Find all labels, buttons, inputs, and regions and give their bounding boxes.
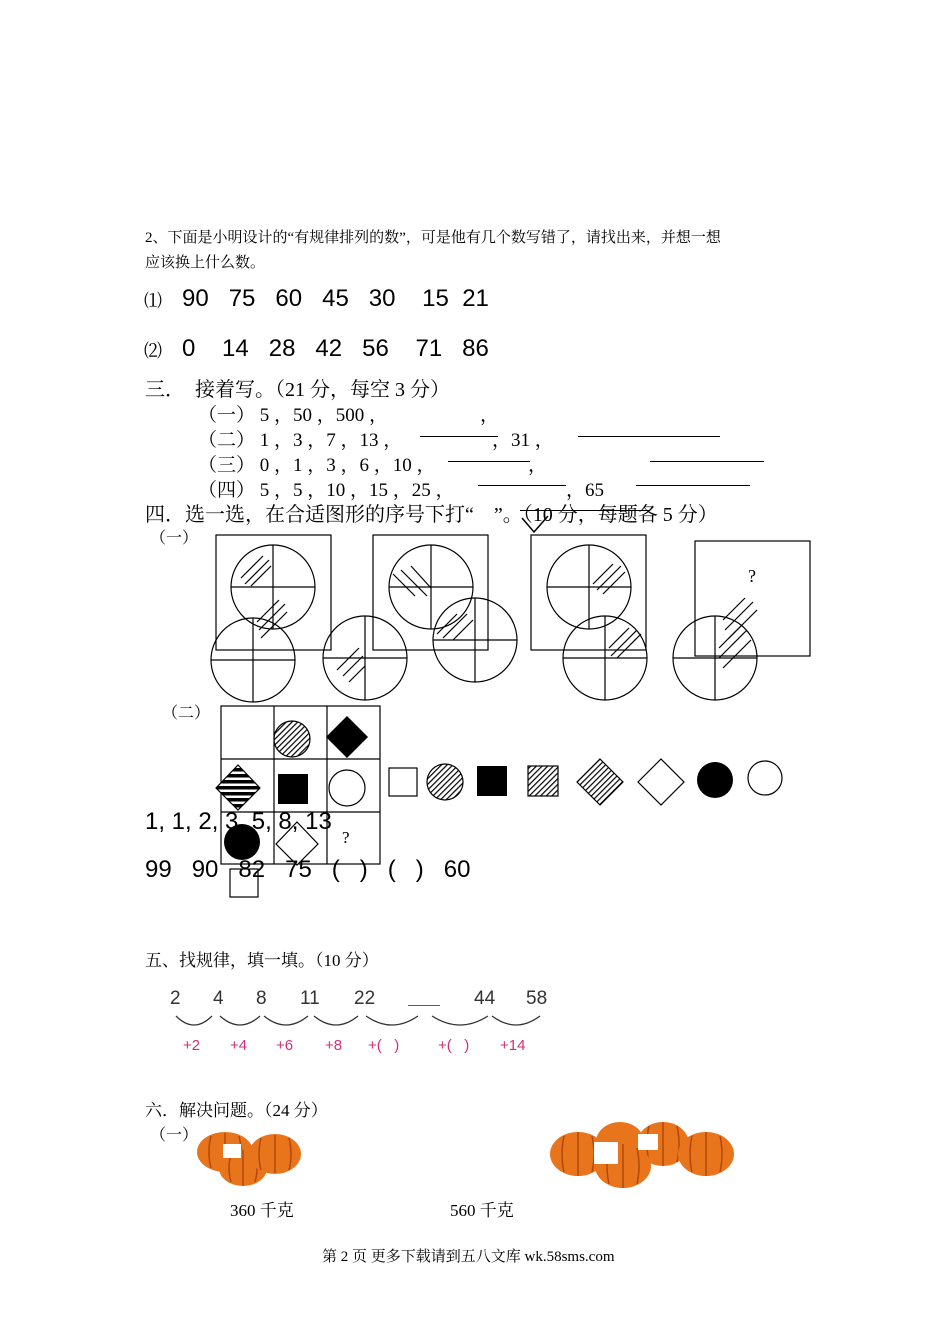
- question-mark-part2: ?: [342, 828, 350, 847]
- seq-number: 58: [526, 988, 548, 1009]
- section3-row2-mid: ，31 ，: [492, 430, 554, 451]
- section3-row4-mid: ，65: [566, 480, 605, 501]
- question-mark-part1: ?: [748, 566, 756, 586]
- seq-number: 4: [213, 988, 224, 1009]
- weight1-label: 360 千克: [230, 1201, 294, 1220]
- increment-label: +( ): [438, 1037, 470, 1054]
- pumpkin-group-large: [548, 1112, 738, 1192]
- section4-part1-label: （一）: [150, 530, 199, 547]
- fibonacci-overlay: 1, 1, 2, 3, 5, 8, 13: [145, 808, 332, 835]
- section2-intro-line2: 应该换上什么数。: [145, 255, 266, 271]
- increment-label: +8: [325, 1037, 343, 1054]
- blank-line: [650, 461, 764, 462]
- section3-row1: （一） 5 ，50 ，500 ，: [198, 405, 389, 426]
- blank-line: [578, 436, 720, 437]
- strike-line: [520, 510, 650, 511]
- increment-label: +4: [230, 1037, 248, 1054]
- weight2-label: 560 千克: [450, 1201, 514, 1220]
- section3-row3: （三） 0 ，1 ，3 ，6 ，10 ，: [198, 455, 436, 476]
- section4-part2-label: （二）: [162, 705, 211, 722]
- blank-line: [448, 461, 530, 462]
- section6-part1-label: （一）: [150, 1127, 199, 1144]
- answer-blank-line: [408, 1005, 440, 1006]
- seq-number: 44: [474, 988, 496, 1009]
- section3-row3-mid: ，: [528, 455, 548, 476]
- increment-arcs: [170, 1012, 570, 1036]
- section3-row4: （四） 5 ，5 ，10 ，15 ，25 ，: [198, 480, 455, 501]
- blank-line: [478, 485, 566, 486]
- seq1-marker: ⑴: [144, 291, 162, 311]
- seq2-numbers: 0 14 28 42 56 71 86: [182, 335, 489, 362]
- increment-label: +2: [183, 1037, 201, 1054]
- page-footer: 第 2 页 更多下载请到五八文库 wk.58sms.com: [322, 1249, 615, 1265]
- seq1-numbers: 90 75 60 45 30 15 21: [182, 285, 489, 312]
- increment-label: +6: [276, 1037, 294, 1054]
- pumpkin-group-small: [195, 1128, 305, 1190]
- section3-row2: （二） 1 ，3 ，7 ，13 ，: [198, 430, 403, 451]
- seq2-marker: ⑵: [144, 341, 162, 361]
- blank-line: [420, 436, 498, 437]
- seq-number: 22: [354, 988, 376, 1009]
- seq-number: 8: [256, 988, 267, 1009]
- increment-label: +( ): [368, 1037, 400, 1054]
- section2-intro-line1: 2、下面是小明设计的“有规律排列的数”，可是他有几个数写错了，请找出来，并想一想: [145, 230, 721, 246]
- section3-title: 三． 接着写。（21 分，每空 3 分）: [145, 379, 450, 401]
- increment-label: +14: [500, 1037, 526, 1054]
- section6-title: 六．解决问题。（24 分）: [145, 1101, 328, 1120]
- decreasing-overlay: 99 90 82 75 ( ) ( ) 60: [145, 856, 471, 883]
- section5-title: 五、找规律，填一填。（10 分）: [145, 951, 379, 970]
- seq-number: 2: [170, 988, 181, 1009]
- circle-pattern-figure: [205, 530, 815, 710]
- blank-line: [636, 485, 750, 486]
- section4-title: 四．选一选，在合适图形的序号下打“ ”。（10 分，每题各 5 分）: [145, 504, 718, 526]
- seq-number: 11: [300, 988, 320, 1009]
- section3-row1-comma: ，: [480, 405, 500, 426]
